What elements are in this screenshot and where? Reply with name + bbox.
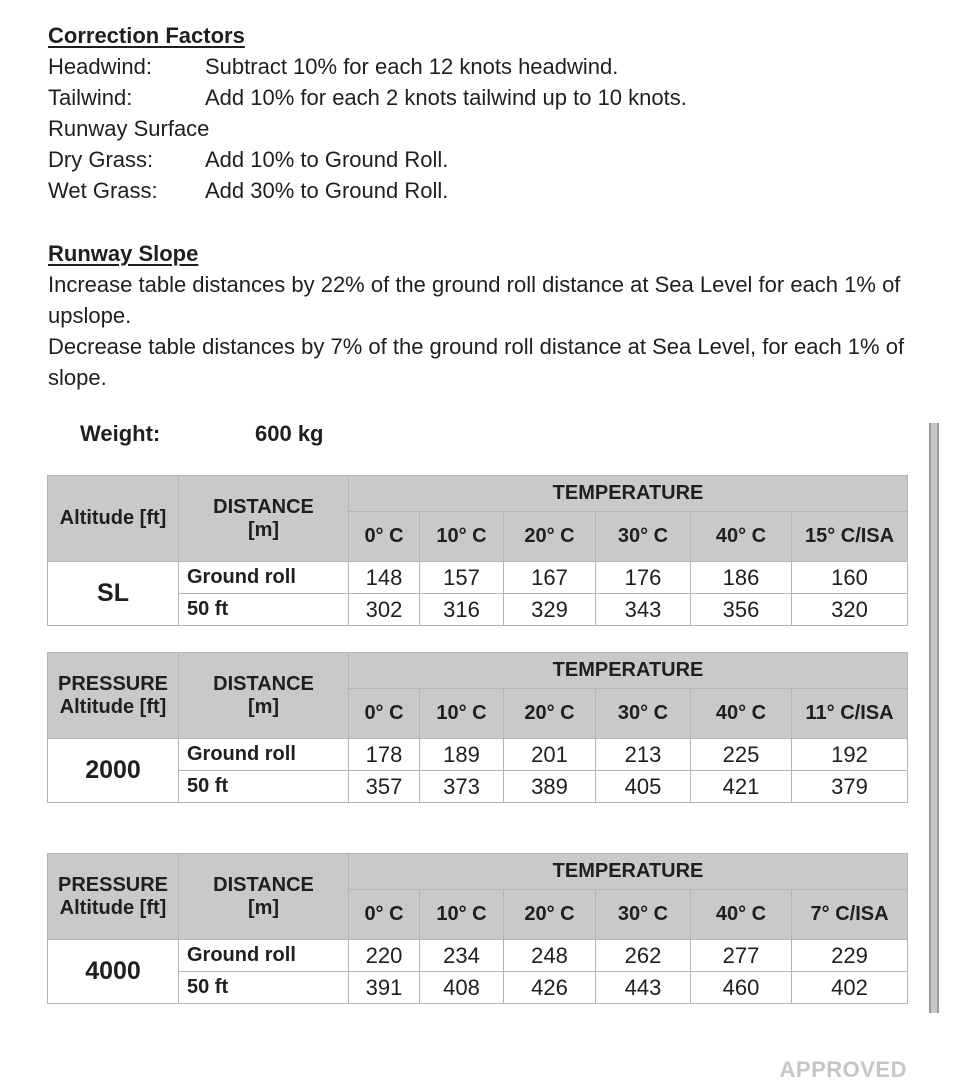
distance-header: DISTANCE [m] bbox=[179, 653, 349, 739]
altitude-value: 2000 bbox=[48, 739, 179, 803]
table-cell: 148 bbox=[349, 562, 420, 594]
temp-header-cell: 7° C/ISA bbox=[792, 890, 908, 940]
table-cell: 234 bbox=[420, 940, 504, 972]
table-row bbox=[48, 940, 908, 972]
temp-header-cell: 40° C bbox=[691, 890, 792, 940]
altitude-value: 4000 bbox=[48, 940, 179, 1004]
table-cell: 373 bbox=[420, 771, 504, 803]
temp-header-cell: 0° C bbox=[349, 512, 420, 562]
runway-slope-upslope-text: Increase table distances by 22% of the ground roll distance at Sea Level for each 1% of upslope. bbox=[48, 272, 901, 328]
distance-label: Ground roll bbox=[179, 940, 349, 972]
table-cell: 408 bbox=[420, 972, 504, 1004]
distance-label: 50 ft bbox=[179, 771, 349, 803]
correction-text: Add 30% to Ground Roll. bbox=[205, 178, 449, 203]
table-cell: 167 bbox=[504, 562, 596, 594]
table-cell: 389 bbox=[504, 771, 596, 803]
table-cell: 186 bbox=[691, 562, 792, 594]
correction-row-dry-grass bbox=[48, 146, 448, 174]
table-cell: 201 bbox=[504, 739, 596, 771]
temp-header-cell: 0° C bbox=[349, 689, 420, 739]
table-cell: 379 bbox=[792, 771, 908, 803]
altitude-header: Altitude [ft] bbox=[48, 476, 179, 562]
temp-header-cell: 40° C bbox=[691, 689, 792, 739]
correction-text: Add 10% to Ground Roll. bbox=[205, 147, 449, 172]
correction-label: Headwind: bbox=[48, 54, 152, 79]
temp-header-cell: 30° C bbox=[596, 512, 691, 562]
weight-value: 600 kg bbox=[255, 421, 324, 446]
correction-text: Add 10% for each 2 knots tailwind up to 10 knots. bbox=[205, 85, 687, 110]
distance-header: DISTANCE [m] bbox=[179, 854, 349, 940]
temp-header-cell: 20° C bbox=[504, 512, 596, 562]
table-cell: 229 bbox=[792, 940, 908, 972]
table-cell: 213 bbox=[596, 739, 691, 771]
correction-text: Subtract 10% for each 12 knots headwind. bbox=[205, 54, 619, 79]
table-cell: 189 bbox=[420, 739, 504, 771]
temp-header-cell: 0° C bbox=[349, 890, 420, 940]
temperature-header: TEMPERATURE bbox=[349, 653, 908, 689]
table-cell: 320 bbox=[792, 594, 908, 626]
temperature-header: TEMPERATURE bbox=[349, 854, 908, 890]
table-cell: 178 bbox=[349, 739, 420, 771]
distance-header: DISTANCE [m] bbox=[179, 476, 349, 562]
correction-row-headwind bbox=[48, 53, 618, 81]
distance-label: Ground roll bbox=[179, 739, 349, 771]
temp-header-cell: 20° C bbox=[504, 689, 596, 739]
correction-row-runway-surface bbox=[48, 115, 209, 143]
page-margin-bar bbox=[929, 423, 939, 1013]
temp-header-cell: 40° C bbox=[691, 512, 792, 562]
temp-header-cell: 10° C bbox=[420, 689, 504, 739]
table-cell: 220 bbox=[349, 940, 420, 972]
table-cell: 316 bbox=[420, 594, 504, 626]
correction-factors-title: Correction Factors bbox=[48, 23, 245, 48]
temp-header-cell: 10° C bbox=[420, 512, 504, 562]
temp-header-cell: 30° C bbox=[596, 890, 691, 940]
distance-label: 50 ft bbox=[179, 594, 349, 626]
correction-label: Tailwind: bbox=[48, 85, 133, 110]
table-cell: 426 bbox=[504, 972, 596, 1004]
runway-slope-downslope-text: Decrease table distances by 7% of the ground roll distance at Sea Level, for each 1% of slope. bbox=[48, 334, 905, 390]
temperature-header: TEMPERATURE bbox=[349, 476, 908, 512]
altitude-header: PRESSURE Altitude [ft] bbox=[48, 854, 179, 940]
approved-stamp: APPROVED bbox=[779, 1057, 907, 1082]
table-cell: 405 bbox=[596, 771, 691, 803]
table-cell: 262 bbox=[596, 940, 691, 972]
table-cell: 391 bbox=[349, 972, 420, 1004]
weight-line bbox=[80, 420, 324, 448]
correction-label: Dry Grass: bbox=[48, 147, 154, 172]
table-cell: 460 bbox=[691, 972, 792, 1004]
table-cell: 160 bbox=[792, 562, 908, 594]
table-cell: 192 bbox=[792, 739, 908, 771]
correction-row-tailwind bbox=[48, 84, 687, 112]
table-cell: 302 bbox=[349, 594, 420, 626]
temp-header-cell: 20° C bbox=[504, 890, 596, 940]
distance-label: Ground roll bbox=[179, 562, 349, 594]
runway-slope-title: Runway Slope bbox=[48, 241, 199, 266]
performance-table-4000 bbox=[47, 853, 908, 1004]
table-cell: 329 bbox=[504, 594, 596, 626]
table-cell: 356 bbox=[691, 594, 792, 626]
distance-label: 50 ft bbox=[179, 972, 349, 1004]
table-cell: 225 bbox=[691, 739, 792, 771]
temp-header-cell: 15° C/ISA bbox=[792, 512, 908, 562]
correction-label: Wet Grass: bbox=[48, 178, 158, 203]
table-cell: 357 bbox=[349, 771, 420, 803]
table-row bbox=[48, 739, 908, 771]
performance-table-2000 bbox=[47, 652, 908, 803]
table-cell: 277 bbox=[691, 940, 792, 972]
table-cell: 176 bbox=[596, 562, 691, 594]
temp-header-cell: 10° C bbox=[420, 890, 504, 940]
weight-label: Weight: bbox=[80, 421, 161, 446]
table-cell: 343 bbox=[596, 594, 691, 626]
performance-table-sl bbox=[47, 475, 908, 626]
table-cell: 157 bbox=[420, 562, 504, 594]
temp-header-cell: 11° C/ISA bbox=[792, 689, 908, 739]
altitude-value: SL bbox=[48, 562, 179, 626]
table-cell: 421 bbox=[691, 771, 792, 803]
temp-header-cell: 30° C bbox=[596, 689, 691, 739]
table-cell: 402 bbox=[792, 972, 908, 1004]
table-cell: 443 bbox=[596, 972, 691, 1004]
correction-label: Runway Surface bbox=[48, 116, 210, 141]
table-row bbox=[48, 562, 908, 594]
table-cell: 248 bbox=[504, 940, 596, 972]
correction-row-wet-grass bbox=[48, 177, 448, 205]
altitude-header: PRESSURE Altitude [ft] bbox=[48, 653, 179, 739]
